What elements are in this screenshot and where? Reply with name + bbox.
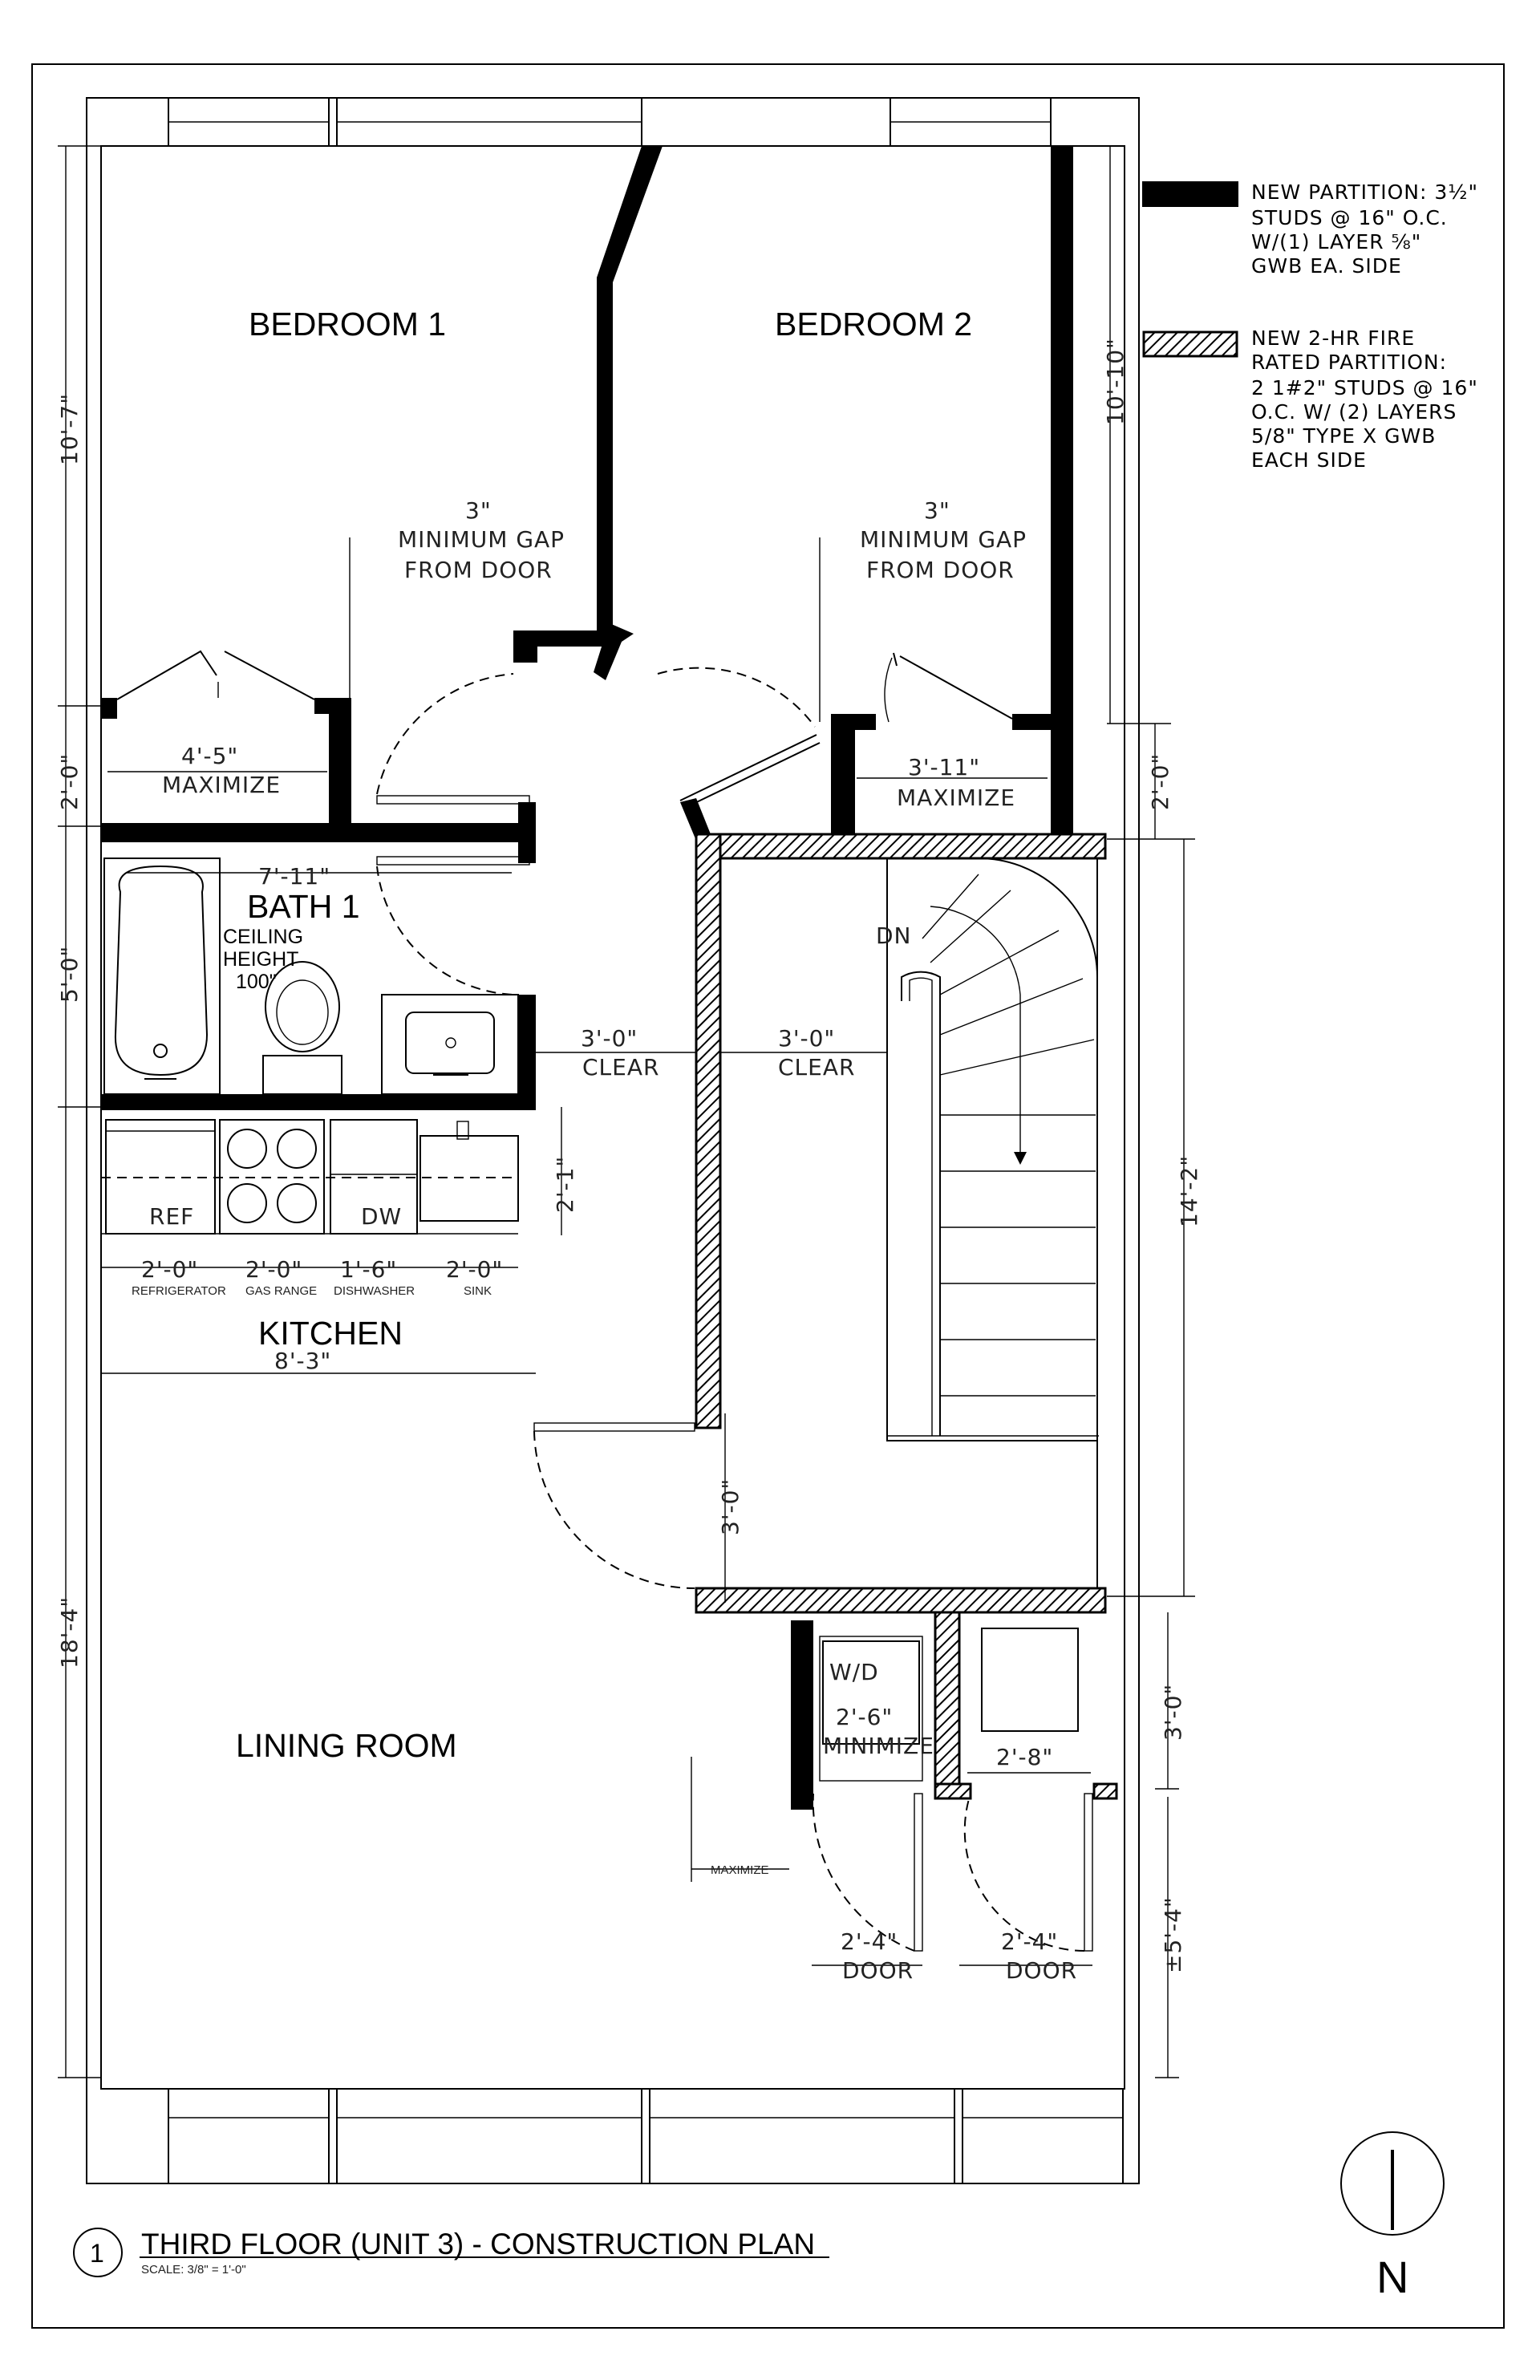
north-arrow — [1341, 2132, 1444, 2235]
dim-gap1-c: FROM DOOR — [404, 557, 553, 583]
dim-door2-b: DOOR — [1006, 1957, 1078, 1984]
dim-counter-depth: 2'-1" — [552, 1155, 578, 1213]
dim-right-3-0: 3'-0" — [1160, 1683, 1186, 1741]
north-label: N — [1376, 2252, 1409, 2302]
lining-room-label: LINING ROOM — [236, 1727, 457, 1764]
dn-label: DN — [876, 922, 912, 949]
dim-right-5-4: ±5'-4" — [1160, 1896, 1186, 1973]
ceiling-height-line3: 100" — [236, 971, 277, 993]
dim-door1-a: 2'-4" — [841, 1928, 898, 1955]
bedroom1-label: BEDROOM 1 — [249, 306, 447, 343]
kitchen-label: KITCHEN — [258, 1315, 403, 1352]
dim-left-18-4: 18'-4" — [56, 1595, 83, 1668]
stair — [887, 858, 1099, 1588]
dim-stair-b: CLEAR — [778, 1054, 856, 1081]
dim-left-2-0: 2'-0" — [56, 752, 83, 810]
ceiling-height-line1: CEILING — [223, 926, 304, 948]
wd-label: W/D — [829, 1659, 879, 1685]
dim-closet1-b: MAXIMIZE — [162, 772, 282, 798]
dim-gap1-b: MINIMUM GAP — [398, 526, 565, 553]
dim-sink-width: 2'-0" — [446, 1256, 504, 1283]
dim-door2-a: 2'-4" — [1001, 1928, 1059, 1955]
drawing-title: THIRD FLOOR (UNIT 3) - CONSTRUCTION PLAN — [141, 2228, 816, 2260]
range-caption: GAS RANGE — [245, 1284, 318, 1298]
dim-left-10-7: 10'-7" — [56, 392, 83, 465]
legend-fire-partition-swatch — [1144, 332, 1237, 356]
dim-kitchen-width: 8'-3" — [274, 1348, 332, 1374]
dim-closet2-b: MAXIMIZE — [897, 785, 1016, 811]
dim-left-5-0: 5'-0" — [56, 945, 83, 1003]
dim-ref-width: 2'-0" — [141, 1256, 199, 1283]
dim-gap1-a: 3" — [465, 497, 492, 524]
dim-wd-a: 2'-6" — [836, 1704, 894, 1730]
dim-closet3: 2'-8" — [996, 1744, 1054, 1770]
dw-caption: DISHWASHER — [334, 1284, 415, 1298]
dim-gap2-a: 3" — [924, 497, 950, 524]
dim-hall-a: 3'-0" — [581, 1025, 638, 1052]
bedroom2-label: BEDROOM 2 — [775, 306, 973, 343]
fire-rated-partitions — [696, 834, 1116, 1798]
legend-fire-partition: NEW 2-HR FIRE RATED PARTITION: 2 1#2" STUDS @ 16" O.C. W/ (2) LAYERS 5/8" TYPE X GWB EACH SIDE — [1251, 326, 1478, 472]
dim-right-10-10: 10'-10" — [1102, 338, 1129, 425]
dim-range-width: 2'-0" — [245, 1256, 303, 1283]
dim-wd-b: MINIMIZE — [823, 1733, 934, 1759]
ref-caption: REFRIGERATOR — [132, 1284, 226, 1298]
dim-bath-width: 7'-11" — [258, 863, 331, 890]
dim-hall-b: CLEAR — [582, 1054, 660, 1081]
sink-caption: SINK — [464, 1284, 492, 1298]
bath1-label: BATH 1 — [247, 888, 360, 925]
dim-gap2-b: MINIMUM GAP — [860, 526, 1027, 553]
dim-entry-3-0: 3'-0" — [717, 1478, 744, 1535]
ceiling-height-line2: HEIGHT — [223, 948, 299, 971]
dimension-lines — [58, 146, 1195, 2078]
dw-label: DW — [361, 1203, 403, 1230]
dim-maximize: MAXIMIZE — [711, 1863, 769, 1877]
legend-new-partition: NEW PARTITION: 3½" STUDS @ 16" O.C. W/(1) LAYER ⅝" GWB EA. SIDE — [1251, 180, 1478, 278]
ref-label: REF — [149, 1203, 195, 1230]
dim-stair-a: 3'-0" — [778, 1025, 836, 1052]
dim-right-2-0: 2'-0" — [1147, 752, 1173, 810]
legend-new-partition-swatch — [1142, 181, 1238, 207]
dim-right-14-2: 14'-2" — [1176, 1154, 1202, 1227]
dim-closet1-a: 4'-5" — [181, 743, 239, 769]
drawing-scale: SCALE: 3/8" = 1'-0" — [141, 2263, 246, 2277]
title-number: 1 — [90, 2239, 104, 2268]
dim-door1-b: DOOR — [842, 1957, 914, 1984]
dim-dw-width: 1'-6" — [340, 1256, 398, 1283]
dim-gap2-c: FROM DOOR — [866, 557, 1015, 583]
dim-closet2-a: 3'-11" — [908, 754, 981, 780]
